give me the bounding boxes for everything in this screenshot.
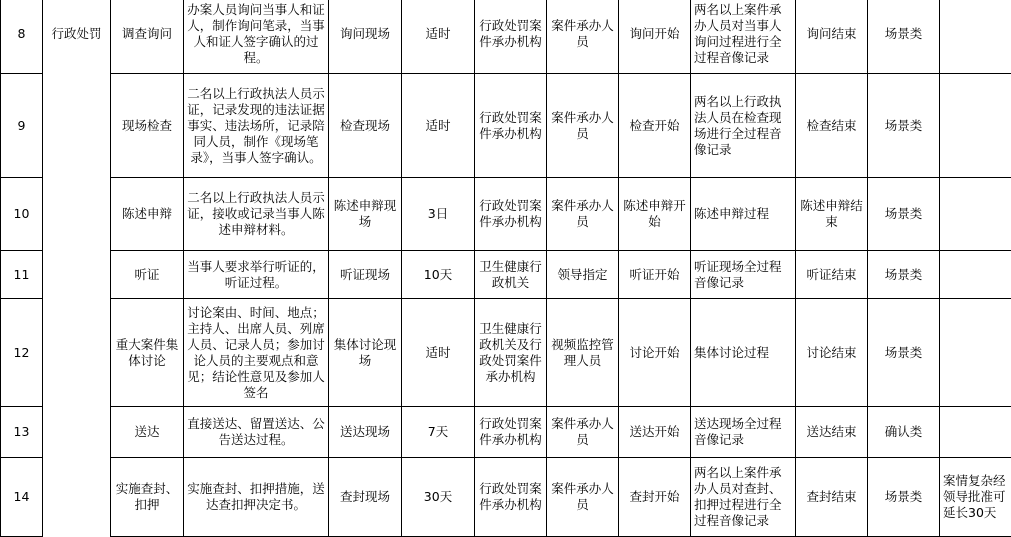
item-name: 听证 <box>111 251 184 299</box>
row-number: 14 <box>1 458 43 537</box>
item-start-node: 送达开始 <box>619 407 691 458</box>
item-organization: 行政处罚案件承办机构 <box>475 0 547 74</box>
item-description: 实施查封、扣押措施，送达查扣押决定书。 <box>184 458 329 537</box>
item-time-limit: 30天 <box>402 458 475 537</box>
table-row <box>1 407 1011 458</box>
item-type: 确认类 <box>868 407 940 458</box>
item-personnel: 案件承办人员 <box>547 0 619 74</box>
item-organization: 行政处罚案件承办机构 <box>475 458 547 537</box>
item-name: 实施查封、扣押 <box>111 458 184 537</box>
item-record-content: 两名以上案件承办人员对当事人询问过程进行全过程音像记录 <box>691 0 796 74</box>
item-end-node: 听证结束 <box>796 251 868 299</box>
item-organization: 行政处罚案件承办机构 <box>475 74 547 178</box>
item-organization: 卫生健康行政机关 <box>475 251 547 299</box>
table-row <box>1 74 1011 178</box>
item-note <box>940 251 1011 299</box>
category-cell-continued <box>43 178 111 251</box>
item-note <box>940 74 1011 178</box>
item-start-node: 讨论开始 <box>619 299 691 407</box>
item-personnel: 案件承办人员 <box>547 74 619 178</box>
item-organization: 卫生健康行政机关及行政处罚案件承办机构 <box>475 299 547 407</box>
item-start-node: 询问开始 <box>619 0 691 74</box>
item-record-content: 两名以上案件承办人员对查封、扣押过程进行全过程音像记录 <box>691 458 796 537</box>
item-name: 调查询问 <box>111 0 184 74</box>
item-time-limit: 适时 <box>402 299 475 407</box>
item-name: 现场检查 <box>111 74 184 178</box>
item-description: 办案人员询问当事人和证人，制作询问笔录，当事人和证人签字确认的过程。 <box>184 0 329 74</box>
item-end-node: 陈述申辩结束 <box>796 178 868 251</box>
item-name: 送达 <box>111 407 184 458</box>
table-row <box>1 299 1011 407</box>
row-number: 9 <box>1 74 43 178</box>
category-cell: 行政处罚 <box>43 0 111 74</box>
row-number: 12 <box>1 299 43 407</box>
item-personnel: 案件承办人员 <box>547 407 619 458</box>
table-row <box>1 251 1011 299</box>
item-place: 送达现场 <box>329 407 402 458</box>
item-start-node: 听证开始 <box>619 251 691 299</box>
item-description: 当事人要求举行听证的，听证过程。 <box>184 251 329 299</box>
item-record-content: 听证现场全过程音像记录 <box>691 251 796 299</box>
item-personnel: 领导指定 <box>547 251 619 299</box>
item-description: 直接送达、留置送达、公告送达过程。 <box>184 407 329 458</box>
table-row <box>1 0 1011 74</box>
category-cell-continued <box>43 251 111 299</box>
item-personnel: 案件承办人员 <box>547 178 619 251</box>
item-organization: 行政处罚案件承办机构 <box>475 407 547 458</box>
item-place: 集体讨论现场 <box>329 299 402 407</box>
item-personnel: 视频监控管理人员 <box>547 299 619 407</box>
item-description: 二名以上行政执法人员示证，记录发现的违法证据事实、违法场所，记录陪同人员，制作《现场笔录》，当事人签字确认。 <box>184 74 329 178</box>
item-name: 陈述申辩 <box>111 178 184 251</box>
table-row <box>1 178 1011 251</box>
item-place: 查封现场 <box>329 458 402 537</box>
item-time-limit: 10天 <box>402 251 475 299</box>
row-number: 8 <box>1 0 43 74</box>
item-place: 陈述申辩现场 <box>329 178 402 251</box>
item-type: 场景类 <box>868 251 940 299</box>
item-place: 听证现场 <box>329 251 402 299</box>
category-cell-continued <box>43 458 111 537</box>
item-personnel: 案件承办人员 <box>547 458 619 537</box>
item-note <box>940 299 1011 407</box>
item-end-node: 查封结束 <box>796 458 868 537</box>
item-end-node: 送达结束 <box>796 407 868 458</box>
item-type: 场景类 <box>868 74 940 178</box>
category-cell-continued <box>43 74 111 178</box>
table-row <box>1 458 1011 537</box>
row-number: 10 <box>1 178 43 251</box>
item-note <box>940 0 1011 74</box>
item-end-node: 询问结束 <box>796 0 868 74</box>
item-time-limit: 7天 <box>402 407 475 458</box>
item-note <box>940 407 1011 458</box>
item-description: 讨论案由、时间、地点；主持人、出席人员、列席人员、记录人员；参加讨论人员的主要观点和意见；结论性意见及参加人签名 <box>184 299 329 407</box>
item-description: 二名以上行政执法人员示证，接收或记录当事人陈述申辩材料。 <box>184 178 329 251</box>
item-type: 场景类 <box>868 458 940 537</box>
category-cell-continued <box>43 299 111 407</box>
item-type: 场景类 <box>868 178 940 251</box>
item-place: 检查现场 <box>329 74 402 178</box>
item-organization: 行政处罚案件承办机构 <box>475 178 547 251</box>
item-type: 场景类 <box>868 0 940 74</box>
item-start-node: 检查开始 <box>619 74 691 178</box>
item-time-limit: 适时 <box>402 74 475 178</box>
item-time-limit: 3日 <box>402 178 475 251</box>
item-record-content: 集体讨论过程 <box>691 299 796 407</box>
item-time-limit: 适时 <box>402 0 475 74</box>
item-record-content: 陈述申辩过程 <box>691 178 796 251</box>
category-cell-continued <box>43 407 111 458</box>
item-note <box>940 178 1011 251</box>
item-start-node: 陈述申辩开始 <box>619 178 691 251</box>
row-number: 13 <box>1 407 43 458</box>
row-number: 11 <box>1 251 43 299</box>
item-name: 重大案件集体讨论 <box>111 299 184 407</box>
item-end-node: 检查结束 <box>796 74 868 178</box>
item-note: 案情复杂经领导批准可延长30天 <box>940 458 1011 537</box>
item-end-node: 讨论结束 <box>796 299 868 407</box>
item-record-content: 送达现场全过程音像记录 <box>691 407 796 458</box>
item-type: 场景类 <box>868 299 940 407</box>
item-place: 询问现场 <box>329 0 402 74</box>
item-start-node: 查封开始 <box>619 458 691 537</box>
item-record-content: 两名以上行政执法人员在检查现场进行全过程音像记录 <box>691 74 796 178</box>
